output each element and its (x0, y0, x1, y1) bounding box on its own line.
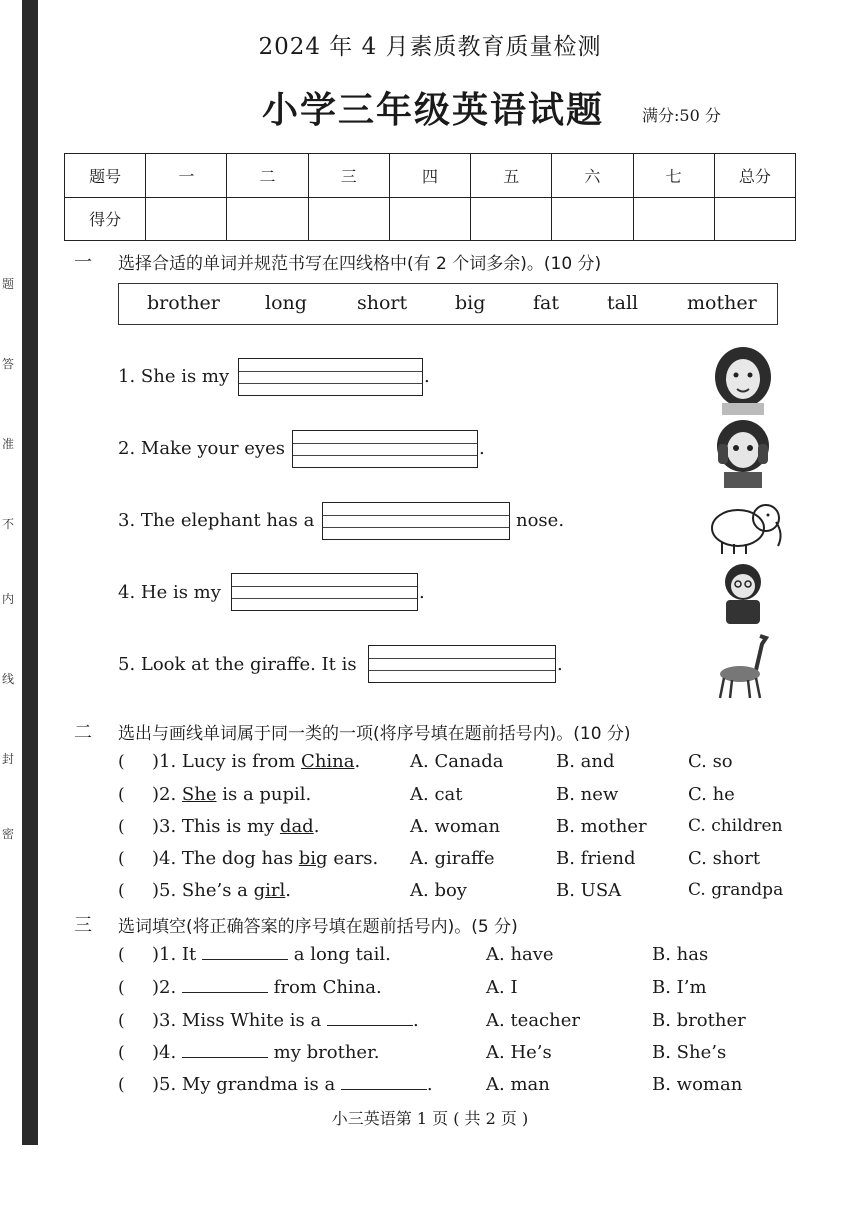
answer-paren[interactable]: ( (118, 817, 125, 837)
woman-icon (700, 345, 786, 415)
answer-paren[interactable]: ( (118, 785, 125, 805)
s2-option-b: B. friend (556, 848, 636, 869)
four-line-grid[interactable] (292, 430, 478, 468)
score-cell: 题号 (65, 154, 146, 198)
section2-title: 选出与画线单词属于同一类的一项(将序号填在题前括号内)。(10 分) (118, 724, 631, 744)
score-cell: 三 (308, 154, 389, 198)
answer-paren[interactable]: ( (118, 945, 125, 965)
s2-question-1: )1. Lucy is from China. (152, 751, 361, 772)
four-line-grid[interactable] (322, 502, 510, 540)
s3-option-a: A. I (486, 977, 518, 998)
page-title: 小学三年级英语试题 (262, 89, 605, 131)
score-input-cell[interactable] (308, 197, 389, 241)
s2-option-c: C. children (688, 816, 783, 836)
score-cell: 六 (552, 154, 633, 198)
s3-option-b: B. has (652, 944, 709, 965)
s1-question-1: 1. She is my (118, 366, 230, 387)
s2-option-b: B. USA (556, 880, 622, 901)
blank-line[interactable] (341, 1075, 427, 1090)
blank-line[interactable] (327, 1011, 413, 1026)
score-cell: 二 (227, 154, 308, 198)
answer-paren[interactable]: ( (118, 1075, 125, 1095)
s3-option-a: A. teacher (486, 1010, 580, 1031)
s2-option-c: C. so (688, 751, 733, 772)
s1-question-5-end: . (557, 654, 563, 675)
section3-number: 三 (74, 915, 92, 936)
score-input-cell[interactable] (552, 197, 633, 241)
elephant-icon (700, 490, 786, 560)
score-input-cell[interactable] (389, 197, 470, 241)
score-cell: 得分 (65, 197, 146, 241)
word-bank-item: brother (147, 292, 220, 314)
word-bank-item: long (265, 292, 307, 314)
score-table-score-row (65, 197, 796, 241)
word-bank (118, 283, 778, 325)
s3-option-a: A. have (486, 944, 554, 965)
s2-option-b: B. new (556, 784, 619, 805)
s2-question-2: )2. She is a pupil. (152, 784, 312, 805)
seal-line-text: 题 答 准 不 内 线 封 密 (2, 277, 15, 841)
s1-question-4-end: . (419, 582, 425, 603)
four-line-grid[interactable] (368, 645, 556, 683)
s2-question-5: )5. She’s a girl. (152, 880, 292, 901)
page-footer: 小三英语第 1 页 ( 共 2 页 ) (331, 1109, 529, 1128)
full-score: 满分:50 分 (642, 106, 721, 125)
blank-line[interactable] (202, 945, 288, 960)
s2-option-c: C. short (688, 848, 761, 869)
s3-question-3: )3. Miss White is a . (152, 1010, 419, 1031)
exam-name: 2024 年 4 月素质教育质量检测 (258, 34, 602, 60)
boy-icon (700, 560, 786, 630)
word-bank-item: tall (607, 292, 639, 314)
blank-line[interactable] (182, 978, 268, 993)
word-bank-item: short (357, 292, 408, 314)
s1-question-4: 4. He is my (118, 582, 221, 603)
s1-question-3: 3. The elephant has a (118, 510, 315, 531)
s3-option-b: B. woman (652, 1074, 743, 1095)
word-bank-item: mother (687, 292, 757, 314)
answer-paren[interactable]: ( (118, 978, 125, 998)
score-input-cell[interactable] (146, 197, 227, 241)
word-bank-item: fat (533, 292, 559, 314)
s1-question-2-end: . (479, 438, 485, 459)
s2-option-c: C. he (688, 784, 735, 805)
s2-option-b: B. and (556, 751, 615, 772)
four-line-grid[interactable] (238, 358, 423, 396)
s1-question-1-end: . (424, 366, 430, 387)
s3-option-a: A. He’s (486, 1042, 552, 1063)
score-input-cell[interactable] (714, 197, 795, 241)
score-input-cell[interactable] (633, 197, 714, 241)
s2-option-a: A. boy (410, 880, 467, 901)
s1-question-2: 2. Make your eyes (118, 438, 285, 459)
girl-eyes-icon (700, 418, 786, 488)
blank-line[interactable] (182, 1043, 268, 1058)
four-line-grid[interactable] (231, 573, 418, 611)
s3-question-2: )2. from China. (152, 977, 382, 998)
score-cell: 七 (633, 154, 714, 198)
s2-option-a: A. woman (410, 816, 501, 837)
s2-option-a: A. cat (410, 784, 463, 805)
s3-question-4: )4. my brother. (152, 1042, 380, 1063)
score-table-header-row (65, 154, 796, 198)
word-bank-item: big (455, 292, 486, 314)
answer-paren[interactable]: ( (118, 849, 125, 869)
giraffe-icon (700, 630, 786, 700)
s3-option-b: B. She’s (652, 1042, 727, 1063)
answer-paren[interactable]: ( (118, 752, 125, 772)
binding-bar (22, 0, 38, 1145)
s3-question-5: )5. My grandma is a . (152, 1074, 433, 1095)
s2-option-a: A. Canada (410, 751, 504, 772)
score-cell: 一 (146, 154, 227, 198)
score-cell: 总分 (714, 154, 795, 198)
s2-option-c: C. grandpa (688, 880, 784, 900)
answer-paren[interactable]: ( (118, 1011, 125, 1031)
score-input-cell[interactable] (227, 197, 308, 241)
s3-question-1: )1. It a long tail. (152, 944, 391, 965)
s3-option-a: A. man (486, 1074, 550, 1095)
section1-title: 选择合适的单词并规范书写在四线格中(有 2 个词多余)。(10 分) (118, 254, 602, 274)
section3-title: 选词填空(将正确答案的序号填在题前括号内)。(5 分) (118, 917, 518, 937)
s2-option-b: B. mother (556, 816, 647, 837)
section1-number: 一 (74, 252, 92, 273)
s3-option-b: B. brother (652, 1010, 746, 1031)
s2-question-4: )4. The dog has big ears. (152, 848, 379, 869)
answer-paren[interactable]: ( (118, 881, 125, 901)
score-cell: 五 (471, 154, 552, 198)
score-input-cell[interactable] (471, 197, 552, 241)
s1-question-5: 5. Look at the giraffe. It is (118, 654, 357, 675)
section2-number: 二 (74, 722, 92, 743)
answer-paren[interactable]: ( (118, 1043, 125, 1063)
score-table (64, 153, 796, 241)
s2-option-a: A. giraffe (410, 848, 495, 869)
score-cell: 四 (389, 154, 470, 198)
s3-option-b: B. I’m (652, 977, 707, 998)
s1-question-3-end: nose. (516, 510, 565, 531)
s2-question-3: )3. This is my dad. (152, 816, 320, 837)
